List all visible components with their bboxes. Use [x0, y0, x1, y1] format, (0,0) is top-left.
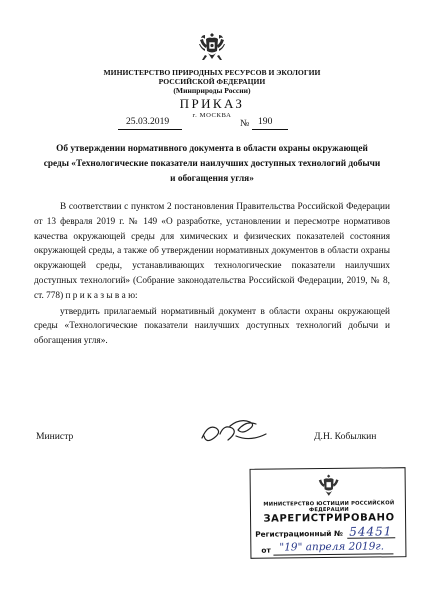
- stamp-ministry: МИНИСТЕРСТВО ЮСТИЦИИ РОССИЙСКОЙ ФЕДЕРАЦИИ: [263, 500, 395, 514]
- registration-stamp: [250, 467, 407, 559]
- body-paragraph-1: В соответствии с пунктом 2 постановления Правительства Российской Федерации от 13 февраля 2019 г. № 149 «О разработке, установлении и пересмотре нормативов качества окружающей среды для химических и физических показателей состояния окружающей среды, а также об утверждении нормативных документов в области охраны окружающей среды, устанавливающих технологические показатели наилучших доступных технологий» (Собрание законодательства Российской Федерации, 2019, № 8, ст. 778) п р и к а з ы в а ю:: [34, 202, 390, 301]
- document-number: 190: [258, 116, 273, 127]
- body-paragraph-2: утвердить прилагаемый нормативный документ в области охраны окружающей среды «Технологические показатели наилучших доступных технологий добычи и обогащения угля».: [34, 306, 390, 347]
- title-line-2: среды «Технологические показатели наилучших доступных технологий добычи: [43, 159, 381, 169]
- stamp-reg-label: Регистрационный №: [255, 528, 343, 539]
- number-underline: [252, 129, 288, 130]
- signatory-name: Д.Н. Кобылкин: [314, 431, 377, 442]
- document-city: г. МОСКВА: [192, 112, 232, 119]
- stamp-emblem: [316, 472, 342, 500]
- handwritten-signature: [196, 416, 272, 450]
- ministry-line-1: МИНИСТЕРСТВО ПРИРОДНЫХ РЕСУРСОВ И ЭКОЛОГИИ: [103, 68, 321, 77]
- date-underline: [118, 129, 182, 130]
- stamp-date-label: от: [261, 545, 271, 555]
- stamp-number-line: [347, 537, 395, 539]
- number-sign: №: [240, 118, 250, 129]
- title-line-1: Об утверждении нормативного документа в области охраны окружающей: [56, 144, 368, 154]
- document-date: 25.03.2019: [126, 116, 170, 127]
- signatory-position: Министр: [36, 431, 74, 442]
- coat-of-arms-emblem: [197, 30, 227, 64]
- stamp-registered: ЗАРЕГИСТРИРОВАНО: [263, 512, 395, 525]
- stamp-date-line: [273, 553, 393, 555]
- ministry-name: [0, 68, 424, 95]
- document-type: ПРИКАЗ: [179, 96, 245, 111]
- title-line-3: и обогащения угля»: [170, 174, 254, 184]
- stamp-reg-number: 54451: [349, 524, 393, 539]
- stamp-date-value: "19" апреля 2019г.: [279, 540, 385, 554]
- ministry-short-name: (Минприроды России): [173, 86, 251, 95]
- document-body: [34, 200, 390, 349]
- ministry-line-2: РОССИЙСКОЙ ФЕДЕРАЦИИ: [158, 77, 266, 86]
- document-title: [0, 142, 424, 187]
